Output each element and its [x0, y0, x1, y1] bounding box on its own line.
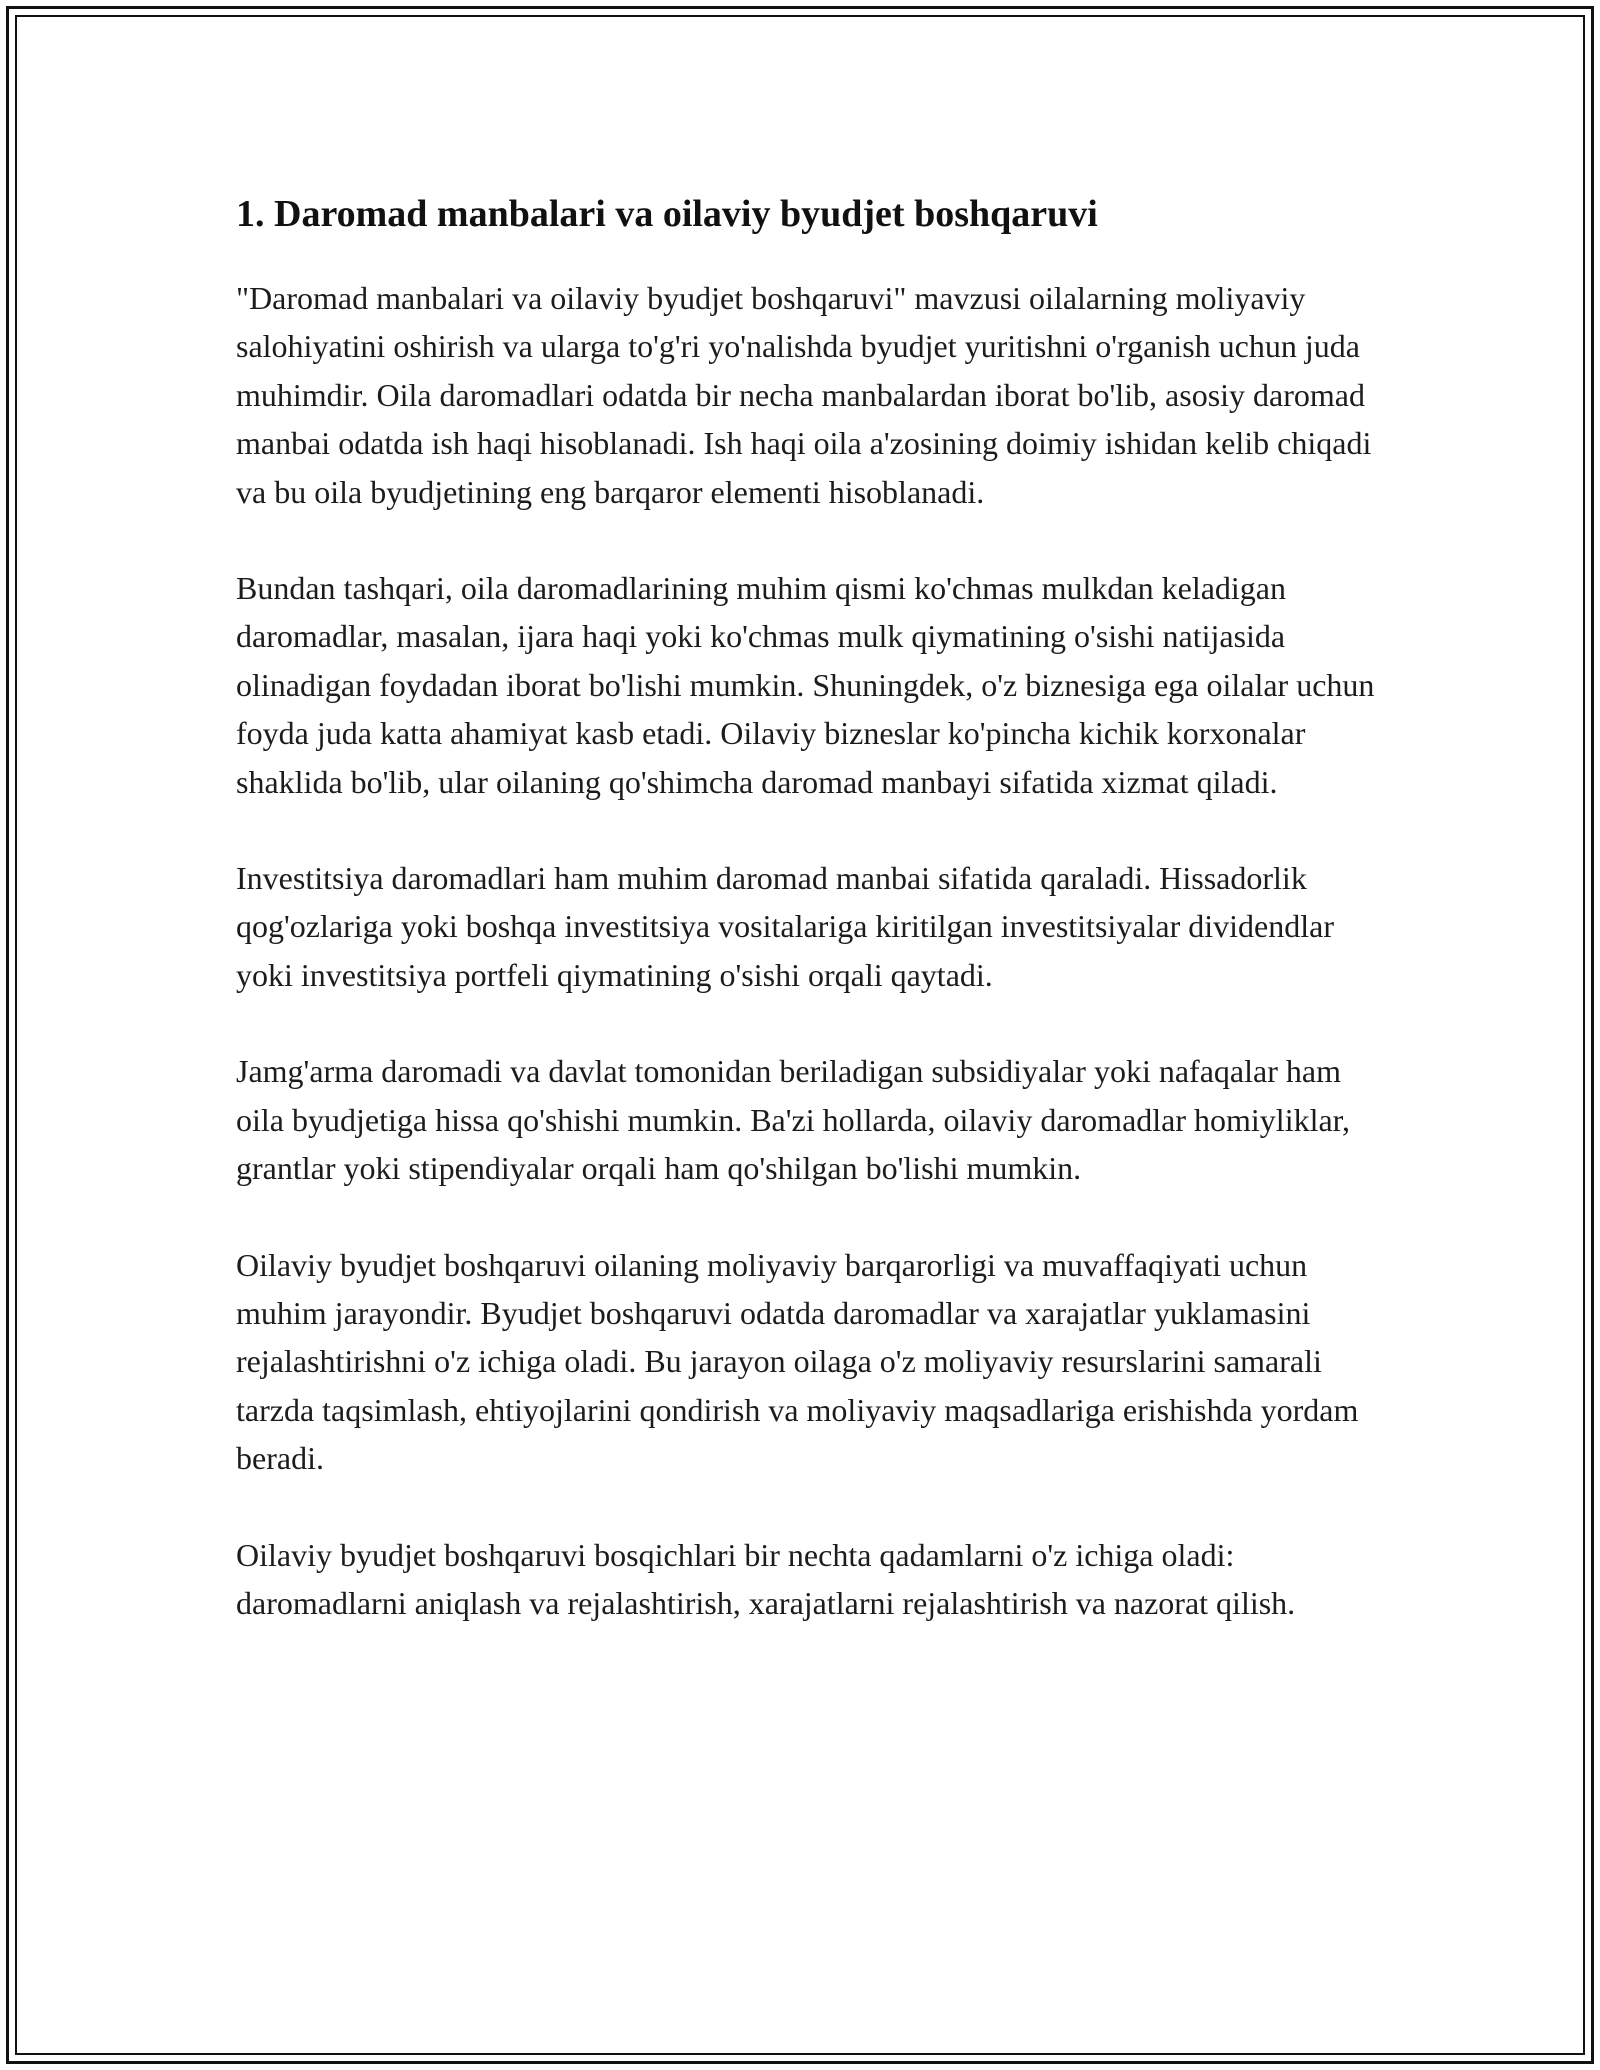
paragraph-budget-management: Oilaviy byudjet boshqaruvi oilaning moliyaviy barqarorligi va muvaffaqiyati uchun muhim jarayondir. Byudjet boshqaruvi odatda daromadlar va xarajatlar yuklamasini rejalashtirishni o'z ichiga oladi. Bu jarayon oilaga o'z moliyaviy resurslarini samarali tarzda taqsimlash, ehtiyojlarini qondirish va moliyaviy maqsadlariga erishishda yordam beradi.: [236, 1246, 1359, 1477]
paragraph-savings-subsidies: Jamg'arma daromadi va davlat tomonidan beriladigan subsidiyalar yoki nafaqalar ham oila byudjetiga hissa qo'shishi mumkin. Ba'zi hollarda, oilaviy daromadlar homiyliklar, grantlar yoki stipendiyalar orqali ham qo'shilgan bo'lishi mumkin.: [236, 1053, 1351, 1187]
paragraph-budget-stages: Oilaviy byudjet boshqaruvi bosqichlari bir nechta qadamlarni o'z ichiga oladi: daromadlarni aniqlash va rejalashtirish, xarajatlarni rejalashtirish va nazorat qilish.: [236, 1536, 1296, 1621]
document-body: [236, 186, 1376, 1675]
paragraph-income-sources-intro: "Daromad manbalari va oilaviy byudjet boshqaruvi" mavzusi oilalarning moliyaviy salohiyatini oshirish va ularga to'g'ri yo'nalishda byudjet yuritishni o'rganish uchun juda muhimdir. Oila daromadlari odatda bir necha manbalardan iborat bo'lib, asosiy daromad manbai odatda ish haqi hisoblanadi. Ish haqi oila a'zosining doimiy ishidan kelib chiqadi va bu oila byudjetining eng barqaror elementi hisoblanadi.: [236, 280, 1372, 510]
paragraph-investment-income: Investitsiya daromadlari ham muhim daromad manbai sifatida qaraladi. Hissadorlik qog'ozlariga yoki boshqa investitsiya vositalariga kiritilgan investitsiyalar dividendlar yoki investitsiya portfeli qiymatining o'sishi orqali qaytadi.: [236, 860, 1334, 993]
paragraph-real-estate-business: Bundan tashqari, oila daromadlarining muhim qismi ko'chmas mulkdan keladigan daromadlar, masalan, ijara haqi yoki ko'chmas mulk qiymatining o'sishi natijasida olinadigan foydadan iborat bo'lishi mumkin. Shuningdek, o'z biznesiga ega oilalar uchun foyda juda katta ahamiyat kasb etadi. Oilaviy bizneslar ko'pincha kichik korxonalar shaklida bo'lib, ular oilaning qo'shimcha daromad manbayi sifatida xizmat qiladi.: [236, 570, 1375, 800]
section-heading: 1. Daromad manbalari va oilaviy byudjet boshqaruvi: [236, 193, 1098, 235]
